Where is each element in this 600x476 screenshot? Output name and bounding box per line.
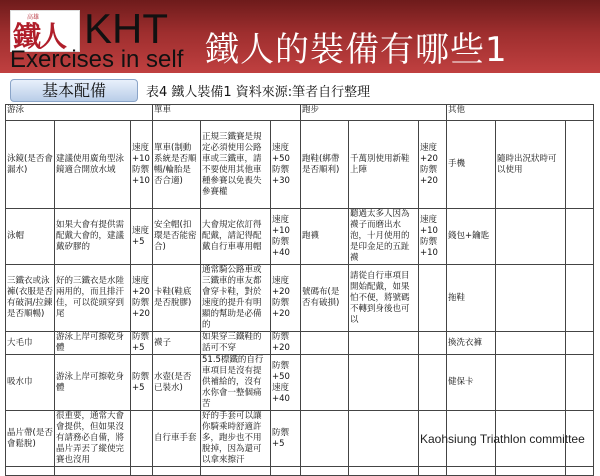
table-cell: 防禦+5: [131, 355, 153, 411]
page-title: 鐵人的裝備有哪些1: [205, 30, 508, 70]
table-cell: 襪子: [153, 332, 201, 355]
table-cell: 千萬別使用新鞋上陣: [349, 121, 419, 209]
table-cell: 好的手套可以讓你騎乘時舒適許多，跑步也不用脫掉，因為還可以拿來擦汗: [201, 411, 271, 467]
table-cell: 水壺(是否已裝水): [153, 355, 201, 411]
table-cell: [301, 467, 349, 476]
table-cell: 建議使用廣角型泳鏡適合開放水域: [55, 121, 131, 209]
table-cell: [301, 332, 349, 355]
table-cell: [496, 332, 566, 355]
table-cell: 速度+50 防禦+30: [271, 121, 301, 209]
table-cell: 大毛巾: [6, 332, 55, 355]
table-cell: 聽過太多人因為襪子而磨出水泡，十月使用的是印金足的五趾襪: [349, 209, 419, 265]
table-cell: 速度+10 防禦+40: [271, 209, 301, 265]
table-cell: 泳鏡(是否會漏水): [6, 121, 55, 209]
table-cell: [131, 411, 153, 467]
table-cell: 防禦+5: [271, 411, 301, 467]
section-run: 跑步: [301, 105, 447, 121]
section-header-row: [6, 105, 594, 121]
table-cell: 正規三鐵賽是規定必須使用公路車或三鐵車，請不要使用其他車種參賽以免喪失參賽權: [201, 121, 271, 209]
table-cell: 晶片帶(是否會鬆脫): [6, 411, 55, 467]
table-cell: [566, 332, 594, 355]
table-cell: [496, 209, 566, 265]
section-bike: 單車: [153, 105, 301, 121]
table-cell: [496, 265, 566, 332]
table-cell: [566, 355, 594, 411]
table-row: [6, 265, 594, 332]
brand: KHT: [84, 5, 168, 52]
footer-text: Kaohsiung Triathlon committee: [420, 432, 585, 446]
table-row: [6, 332, 594, 355]
table-cell: 換洗衣褲: [447, 332, 496, 355]
table-cell: [55, 467, 131, 476]
table-cell: [271, 467, 301, 476]
table-cell: [566, 209, 594, 265]
table-cell: 防禦+20: [271, 332, 301, 355]
table-cell: [566, 265, 594, 332]
table-cell: [419, 355, 447, 411]
table-cell: 如果穿三鐵鞋的話可不穿: [201, 332, 271, 355]
table-cell: 速度+10 防禦+10: [419, 209, 447, 265]
table-cell: 卡鞋(鞋底是否脫膠): [153, 265, 201, 332]
table-cell: [419, 265, 447, 332]
table-cell: [6, 467, 55, 476]
section-swim: 游泳: [6, 105, 153, 121]
table-cell: [349, 467, 419, 476]
table-cell: [419, 467, 447, 476]
table-cell: 速度+10 防禦+10: [131, 121, 153, 209]
table-cell: 好的三鐵衣是水陸兩用的，而且排汗佳，可以從頭穿到尾: [55, 265, 131, 332]
table-cell: 跑鞋(綁帶是否順利): [301, 121, 349, 209]
table-cell: 51.5標鐵的自行車項目是沒有提供補給的，沒有水你會一整個痛苦: [201, 355, 271, 411]
table-cell: 防禦+50 速度+40: [271, 355, 301, 411]
table-row: [6, 121, 594, 209]
table-cell: [153, 467, 201, 476]
table-cell: 游泳上岸可擦乾身體: [55, 355, 131, 411]
table-cell: [301, 411, 349, 467]
table-cell: [301, 355, 349, 411]
table-cell: 速度+20 防禦+20: [271, 265, 301, 332]
tagline: Exercises in self: [10, 46, 184, 73]
table-cell: 吸水巾: [6, 355, 55, 411]
table-cell: 單車(制動系統是否順暢/輪胎是否合適): [153, 121, 201, 209]
table-cell: [349, 332, 419, 355]
table-cell: [496, 355, 566, 411]
table-cell: 跑襪: [301, 209, 349, 265]
table-cell: [349, 355, 419, 411]
table-cell: 自行車手套: [153, 411, 201, 467]
table-cell: 號碼布(是否有破損): [301, 265, 349, 332]
table-cell: 請從自行車項目開始配戴，如果怕不便，將號碼不轉到身後也可以: [349, 265, 419, 332]
table-cell: [201, 467, 271, 476]
table-cell: 拖鞋: [447, 265, 496, 332]
table-cell: [419, 332, 447, 355]
logo-small-text: 高雄: [27, 14, 40, 21]
logo-text: 鐵人: [13, 20, 66, 53]
header-banner: [0, 0, 600, 73]
table-cell: 如果大會有提供需配戴大會的，建議戴矽膠的: [55, 209, 131, 265]
table-cell: 通常騎公路車或三鐵車的車友都會穿卡鞋，對於速度的提升有明顯的幫助是必備的: [201, 265, 271, 332]
table-cell: 隨時出況狀時可以使用: [496, 121, 566, 209]
table-cell: 安全帽(扣環是否能密合): [153, 209, 201, 265]
table-cell: 泳帽: [6, 209, 55, 265]
table-cell: [496, 467, 566, 476]
equipment-table: [5, 104, 594, 476]
table-cell: 大會規定依訂得配戴，請記得配戴自行車專用帽: [201, 209, 271, 265]
table-cell: 很重要，通常大會會提供，但如果沒有請務必自備，將晶片弄丟了縱使完賽也沒用: [55, 411, 131, 467]
table-cell: 健保卡: [447, 355, 496, 411]
table-row: [6, 467, 594, 476]
table-cell: [566, 121, 594, 209]
table-cell: 游泳上岸可擦乾身體: [55, 332, 131, 355]
table-cell: 防禦+5: [131, 332, 153, 355]
table-caption: 表4 鐵人裝備1 資料來源:筆者自行整理: [146, 85, 371, 100]
table-cell: 錢包+鑰匙: [447, 209, 496, 265]
section-other: 其他: [447, 105, 594, 121]
table-cell: [447, 467, 496, 476]
table-row: [6, 355, 594, 411]
section-tag: 基本配備: [10, 79, 138, 102]
table-cell: 速度+5: [131, 209, 153, 265]
table-row: [6, 209, 594, 265]
table-cell: [566, 467, 594, 476]
table-cell: 手機: [447, 121, 496, 209]
table-cell: 速度+20 防禦+20: [419, 121, 447, 209]
table-cell: 三鐵衣或泳褲(衣服是否有破洞/拉鍊是否順暢): [6, 265, 55, 332]
table-cell: 速度+20 防禦+20: [131, 265, 153, 332]
table-cell: [131, 467, 153, 476]
table-cell: [349, 411, 419, 467]
